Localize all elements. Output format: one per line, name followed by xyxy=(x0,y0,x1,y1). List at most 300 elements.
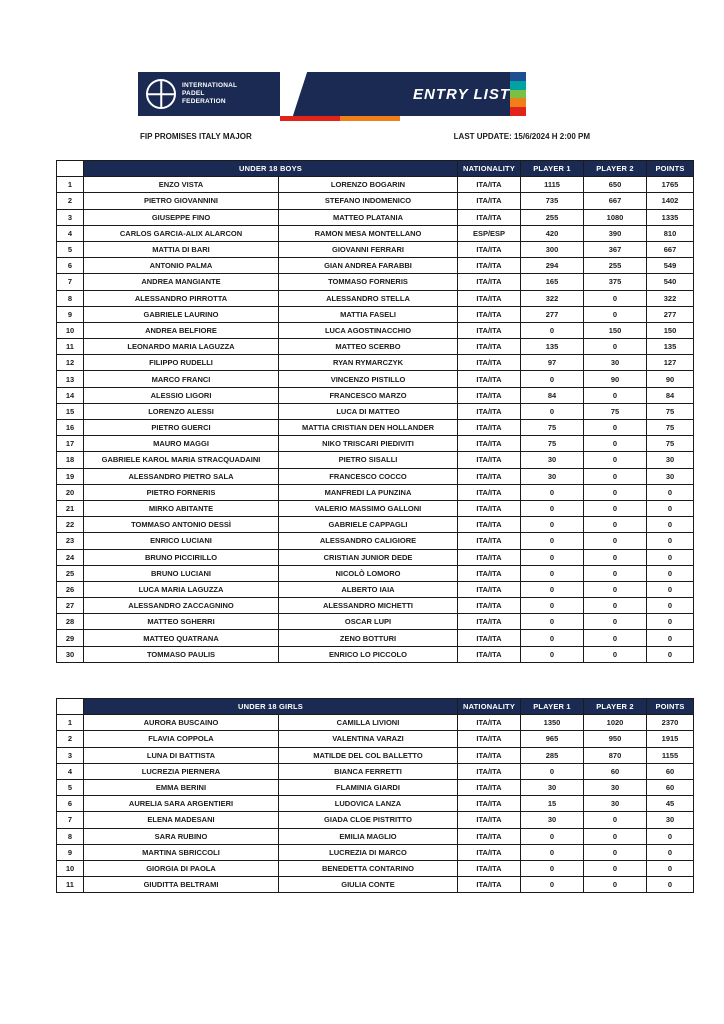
nationality-value: ITA/ITA xyxy=(458,877,521,893)
row-index: 26 xyxy=(57,581,84,597)
player1-points: 0 xyxy=(521,860,584,876)
total-points: 84 xyxy=(647,387,694,403)
player2-name: GIADA CLOE PISTRITTO xyxy=(279,812,458,828)
nationality-value: ITA/ITA xyxy=(458,844,521,860)
total-points: 30 xyxy=(647,812,694,828)
player1-points: 0 xyxy=(521,844,584,860)
player1-points: 0 xyxy=(521,763,584,779)
player1-points: 0 xyxy=(521,549,584,565)
player2-name: GIAN ANDREA FARABBI xyxy=(279,258,458,274)
player1-name: ALESSIO LIGORI xyxy=(84,387,279,403)
player2-points: 367 xyxy=(584,241,647,257)
total-points: 75 xyxy=(647,436,694,452)
player1-name: ALESSANDRO PIETRO SALA xyxy=(84,468,279,484)
total-points: 60 xyxy=(647,763,694,779)
total-points: 75 xyxy=(647,420,694,436)
total-points: 90 xyxy=(647,371,694,387)
player2-name: LORENZO BOGARIN xyxy=(279,177,458,193)
player2-points: 0 xyxy=(584,860,647,876)
federation-name xyxy=(182,82,237,106)
table-row xyxy=(57,339,694,355)
row-index: 10 xyxy=(57,860,84,876)
nationality-value: ITA/ITA xyxy=(458,484,521,500)
header-banner xyxy=(138,72,526,116)
nationality-value: ITA/ITA xyxy=(458,731,521,747)
total-points: 1155 xyxy=(647,747,694,763)
player1-name: ANTONIO PALMA xyxy=(84,258,279,274)
nationality-value: ITA/ITA xyxy=(458,763,521,779)
player2-name: OSCAR LUPI xyxy=(279,614,458,630)
total-points: 0 xyxy=(647,844,694,860)
player2-name: STEFANO INDOMENICO xyxy=(279,193,458,209)
total-points: 0 xyxy=(647,630,694,646)
total-points: 549 xyxy=(647,258,694,274)
total-points: 30 xyxy=(647,468,694,484)
total-points: 1765 xyxy=(647,177,694,193)
player1-name: LUCREZIA PIERNERA xyxy=(84,763,279,779)
header-underline-stripes xyxy=(138,116,526,121)
total-points: 0 xyxy=(647,828,694,844)
nationality-value: ITA/ITA xyxy=(458,339,521,355)
player1-points: 0 xyxy=(521,646,584,662)
row-index: 1 xyxy=(57,177,84,193)
player1-points: 255 xyxy=(521,209,584,225)
player1-points: 735 xyxy=(521,193,584,209)
total-points: 0 xyxy=(647,500,694,516)
total-points: 810 xyxy=(647,225,694,241)
row-index: 23 xyxy=(57,533,84,549)
player2-name: MATILDE DEL COL BALLETTO xyxy=(279,747,458,763)
row-index: 13 xyxy=(57,371,84,387)
row-index: 17 xyxy=(57,436,84,452)
index-header xyxy=(57,161,84,177)
player2-points: 0 xyxy=(584,306,647,322)
banner-skew-shape xyxy=(280,72,307,116)
boys-table-body xyxy=(57,177,694,663)
player2-points: 150 xyxy=(584,322,647,338)
nationality-value: ITA/ITA xyxy=(458,403,521,419)
row-index: 20 xyxy=(57,484,84,500)
player1-name: CARLOS GARCIA-ALIX ALARCON xyxy=(84,225,279,241)
total-points: 667 xyxy=(647,241,694,257)
player1-name: ALESSANDRO ZACCAGNINO xyxy=(84,598,279,614)
table-row xyxy=(57,860,694,876)
index-header xyxy=(57,699,84,715)
player1-header: PLAYER 1 xyxy=(521,699,584,715)
points-header: POINTS xyxy=(647,699,694,715)
nationality-value: ITA/ITA xyxy=(458,274,521,290)
player2-points: 75 xyxy=(584,403,647,419)
row-index: 6 xyxy=(57,258,84,274)
player1-points: 0 xyxy=(521,565,584,581)
player1-name: ENZO VISTA xyxy=(84,177,279,193)
federation-line-3: FEDERATION xyxy=(182,98,226,105)
row-index: 11 xyxy=(57,877,84,893)
player1-points: 135 xyxy=(521,339,584,355)
player1-name: TOMMASO ANTONIO DESSÌ xyxy=(84,517,279,533)
player2-name: LUCREZIA DI MARCO xyxy=(279,844,458,860)
player1-name: GABRIELE KAROL MARIA STRACQUADAINI xyxy=(84,452,279,468)
total-points: 0 xyxy=(647,646,694,662)
table-row xyxy=(57,517,694,533)
player1-name: TOMMASO PAULIS xyxy=(84,646,279,662)
table-row xyxy=(57,614,694,630)
player2-name: RYAN RYMARCZYK xyxy=(279,355,458,371)
nationality-value: ITA/ITA xyxy=(458,355,521,371)
player2-points: 0 xyxy=(584,420,647,436)
table-row xyxy=(57,731,694,747)
total-points: 2370 xyxy=(647,715,694,731)
player1-points: 97 xyxy=(521,355,584,371)
player2-header: PLAYER 2 xyxy=(584,699,647,715)
table-row xyxy=(57,322,694,338)
player2-points: 0 xyxy=(584,614,647,630)
table-header-row xyxy=(57,161,694,177)
player1-name: PIETRO FORNERIS xyxy=(84,484,279,500)
nationality-header: NATIONALITY xyxy=(458,161,521,177)
federation-line-2: PADEL xyxy=(182,90,205,97)
player2-points: 0 xyxy=(584,436,647,452)
total-points: 0 xyxy=(647,517,694,533)
under-18-boys-table xyxy=(56,160,694,663)
player2-name: ZENO BOTTURI xyxy=(279,630,458,646)
row-index: 19 xyxy=(57,468,84,484)
player1-points: 15 xyxy=(521,796,584,812)
player1-name: GIUDITTA BELTRAMI xyxy=(84,877,279,893)
player2-name: VALERIO MASSIMO GALLONI xyxy=(279,500,458,516)
nationality-value: ITA/ITA xyxy=(458,533,521,549)
nationality-header: NATIONALITY xyxy=(458,699,521,715)
under-18-girls-table xyxy=(56,698,694,893)
row-index: 9 xyxy=(57,844,84,860)
table-row xyxy=(57,581,694,597)
player2-name: ALESSANDRO MICHETTI xyxy=(279,598,458,614)
row-index: 15 xyxy=(57,403,84,419)
player1-points: 0 xyxy=(521,517,584,533)
row-index: 2 xyxy=(57,731,84,747)
table-row xyxy=(57,306,694,322)
player1-header: PLAYER 1 xyxy=(521,161,584,177)
girls-table-body xyxy=(57,715,694,893)
category-title-boys: UNDER 18 BOYS xyxy=(84,161,458,177)
nationality-value: ITA/ITA xyxy=(458,177,521,193)
player2-name: MATTEO PLATANIA xyxy=(279,209,458,225)
player1-points: 0 xyxy=(521,403,584,419)
player2-points: 60 xyxy=(584,763,647,779)
player1-points: 84 xyxy=(521,387,584,403)
federation-logo-block xyxy=(138,72,280,116)
player2-points: 0 xyxy=(584,290,647,306)
player1-name: BRUNO PICCIRILLO xyxy=(84,549,279,565)
player1-points: 0 xyxy=(521,614,584,630)
player1-points: 1115 xyxy=(521,177,584,193)
player2-points: 0 xyxy=(584,517,647,533)
player2-points: 1020 xyxy=(584,715,647,731)
player2-points: 0 xyxy=(584,812,647,828)
player2-points: 0 xyxy=(584,468,647,484)
total-points: 30 xyxy=(647,452,694,468)
player2-name: LUDOVICA LANZA xyxy=(279,796,458,812)
player2-points: 667 xyxy=(584,193,647,209)
row-index: 10 xyxy=(57,322,84,338)
row-index: 18 xyxy=(57,452,84,468)
player1-points: 1350 xyxy=(521,715,584,731)
player1-name: GABRIELE LAURINO xyxy=(84,306,279,322)
nationality-value: ITA/ITA xyxy=(458,565,521,581)
player2-name: MATTIA CRISTIAN DEN HOLLANDER xyxy=(279,420,458,436)
player2-name: TOMMASO FORNERIS xyxy=(279,274,458,290)
nationality-value: ITA/ITA xyxy=(458,614,521,630)
player1-points: 0 xyxy=(521,371,584,387)
row-index: 28 xyxy=(57,614,84,630)
row-index: 1 xyxy=(57,715,84,731)
player2-points: 1080 xyxy=(584,209,647,225)
player2-points: 870 xyxy=(584,747,647,763)
tournament-name: FIP PROMISES ITALY MAJOR xyxy=(140,132,252,141)
table-row xyxy=(57,565,694,581)
table-row xyxy=(57,468,694,484)
table-row xyxy=(57,209,694,225)
row-index: 14 xyxy=(57,387,84,403)
player1-name: GIUSEPPE FINO xyxy=(84,209,279,225)
player1-name: AURORA BUSCAINO xyxy=(84,715,279,731)
nationality-value: ITA/ITA xyxy=(458,209,521,225)
table-row xyxy=(57,387,694,403)
nationality-value: ITA/ITA xyxy=(458,371,521,387)
total-points: 540 xyxy=(647,274,694,290)
table-row xyxy=(57,796,694,812)
player2-points: 0 xyxy=(584,598,647,614)
nationality-value: ITA/ITA xyxy=(458,549,521,565)
player1-points: 300 xyxy=(521,241,584,257)
table-row xyxy=(57,828,694,844)
table-row xyxy=(57,763,694,779)
points-header: POINTS xyxy=(647,161,694,177)
total-points: 45 xyxy=(647,796,694,812)
nationality-value: ITA/ITA xyxy=(458,715,521,731)
player2-name: VALENTINA VARAZI xyxy=(279,731,458,747)
total-points: 127 xyxy=(647,355,694,371)
table-row xyxy=(57,452,694,468)
table-row xyxy=(57,258,694,274)
player1-points: 0 xyxy=(521,630,584,646)
total-points: 277 xyxy=(647,306,694,322)
row-index: 29 xyxy=(57,630,84,646)
player2-name: ALBERTO IAIA xyxy=(279,581,458,597)
player1-name: FILIPPO RUDELLI xyxy=(84,355,279,371)
table-row xyxy=(57,225,694,241)
player1-name: MARTINA SBRICCOLI xyxy=(84,844,279,860)
table-row xyxy=(57,630,694,646)
total-points: 75 xyxy=(647,403,694,419)
player2-name: CAMILLA LIVIONI xyxy=(279,715,458,731)
row-index: 5 xyxy=(57,241,84,257)
player1-name: PIETRO GUERCI xyxy=(84,420,279,436)
player1-points: 277 xyxy=(521,306,584,322)
table-header-row xyxy=(57,699,694,715)
table-row xyxy=(57,646,694,662)
nationality-value: ITA/ITA xyxy=(458,468,521,484)
table-row xyxy=(57,355,694,371)
total-points: 150 xyxy=(647,322,694,338)
globe-icon xyxy=(146,79,176,109)
nationality-value: ITA/ITA xyxy=(458,796,521,812)
player2-header: PLAYER 2 xyxy=(584,161,647,177)
player1-points: 294 xyxy=(521,258,584,274)
player2-points: 0 xyxy=(584,452,647,468)
player2-points: 0 xyxy=(584,581,647,597)
player2-points: 0 xyxy=(584,549,647,565)
table-row xyxy=(57,779,694,795)
document-meta xyxy=(140,132,590,141)
row-index: 12 xyxy=(57,355,84,371)
player2-name: GIOVANNI FERRARI xyxy=(279,241,458,257)
row-index: 8 xyxy=(57,290,84,306)
player1-name: ELENA MADESANI xyxy=(84,812,279,828)
nationality-value: ITA/ITA xyxy=(458,452,521,468)
player2-points: 0 xyxy=(584,565,647,581)
nationality-value: ESP/ESP xyxy=(458,225,521,241)
total-points: 0 xyxy=(647,533,694,549)
player1-name: MATTIA DI BARI xyxy=(84,241,279,257)
player2-name: BIANCA FERRETTI xyxy=(279,763,458,779)
player2-name: CRISTIAN JUNIOR DEDE xyxy=(279,549,458,565)
total-points: 1402 xyxy=(647,193,694,209)
player2-points: 30 xyxy=(584,796,647,812)
total-points: 0 xyxy=(647,614,694,630)
player1-points: 0 xyxy=(521,581,584,597)
player2-name: MANFREDI LA PUNZINA xyxy=(279,484,458,500)
player2-points: 0 xyxy=(584,387,647,403)
player1-points: 30 xyxy=(521,468,584,484)
total-points: 0 xyxy=(647,549,694,565)
player1-name: LEONARDO MARIA LAGUZZA xyxy=(84,339,279,355)
total-points: 0 xyxy=(647,565,694,581)
player2-points: 390 xyxy=(584,225,647,241)
table-row xyxy=(57,274,694,290)
table-row xyxy=(57,420,694,436)
player2-points: 650 xyxy=(584,177,647,193)
nationality-value: ITA/ITA xyxy=(458,860,521,876)
player2-points: 375 xyxy=(584,274,647,290)
nationality-value: ITA/ITA xyxy=(458,258,521,274)
table-row xyxy=(57,177,694,193)
table-row xyxy=(57,403,694,419)
player1-points: 75 xyxy=(521,436,584,452)
row-index: 2 xyxy=(57,193,84,209)
table-row xyxy=(57,598,694,614)
player1-name: MIRKO ABITANTE xyxy=(84,500,279,516)
player1-name: FLAVIA COPPOLA xyxy=(84,731,279,747)
player2-name: BENEDETTA CONTARINO xyxy=(279,860,458,876)
player2-name: VINCENZO PISTILLO xyxy=(279,371,458,387)
nationality-value: ITA/ITA xyxy=(458,306,521,322)
player1-points: 75 xyxy=(521,420,584,436)
player2-name: EMILIA MAGLIO xyxy=(279,828,458,844)
player2-points: 0 xyxy=(584,877,647,893)
row-index: 24 xyxy=(57,549,84,565)
table-row xyxy=(57,371,694,387)
row-index: 4 xyxy=(57,225,84,241)
row-index: 16 xyxy=(57,420,84,436)
table-row xyxy=(57,193,694,209)
player2-points: 90 xyxy=(584,371,647,387)
nationality-value: ITA/ITA xyxy=(458,646,521,662)
table-row xyxy=(57,715,694,731)
player1-points: 965 xyxy=(521,731,584,747)
entry-list-title: ENTRY LIST xyxy=(413,85,510,103)
total-points: 0 xyxy=(647,484,694,500)
player2-name: MATTEO SCERBO xyxy=(279,339,458,355)
player1-name: LUCA MARIA LAGUZZA xyxy=(84,581,279,597)
player1-name: BRUNO LUCIANI xyxy=(84,565,279,581)
entry-list-title-block xyxy=(280,72,526,116)
total-points: 0 xyxy=(647,598,694,614)
row-index: 3 xyxy=(57,747,84,763)
row-index: 4 xyxy=(57,763,84,779)
player2-name: NICOLÒ LOMORO xyxy=(279,565,458,581)
row-index: 7 xyxy=(57,812,84,828)
player1-name: ANDREA BELFIORE xyxy=(84,322,279,338)
player2-points: 0 xyxy=(584,339,647,355)
row-index: 11 xyxy=(57,339,84,355)
total-points: 1915 xyxy=(647,731,694,747)
total-points: 60 xyxy=(647,779,694,795)
player1-points: 0 xyxy=(521,533,584,549)
nationality-value: ITA/ITA xyxy=(458,747,521,763)
player2-name: FLAMINIA GIARDI xyxy=(279,779,458,795)
row-index: 27 xyxy=(57,598,84,614)
row-index: 6 xyxy=(57,796,84,812)
player1-points: 0 xyxy=(521,484,584,500)
category-title-girls: UNDER 18 GIRLS xyxy=(84,699,458,715)
nationality-value: ITA/ITA xyxy=(458,193,521,209)
player2-points: 0 xyxy=(584,646,647,662)
nationality-value: ITA/ITA xyxy=(458,630,521,646)
row-index: 9 xyxy=(57,306,84,322)
player1-points: 30 xyxy=(521,779,584,795)
table-row xyxy=(57,500,694,516)
player1-points: 30 xyxy=(521,812,584,828)
player1-name: MAURO MAGGI xyxy=(84,436,279,452)
player1-name: PIETRO GIOVANNINI xyxy=(84,193,279,209)
player2-name: FRANCESCO MARZO xyxy=(279,387,458,403)
player1-points: 165 xyxy=(521,274,584,290)
table-row xyxy=(57,549,694,565)
player1-name: MATTEO SGHERRI xyxy=(84,614,279,630)
last-update: LAST UPDATE: 15/6/2024 H 2:00 PM xyxy=(453,132,590,141)
player1-points: 0 xyxy=(521,877,584,893)
player1-points: 322 xyxy=(521,290,584,306)
total-points: 322 xyxy=(647,290,694,306)
player2-name: NIKO TRISCARI PIEDIVITI xyxy=(279,436,458,452)
nationality-value: ITA/ITA xyxy=(458,812,521,828)
total-points: 0 xyxy=(647,877,694,893)
table-row xyxy=(57,436,694,452)
row-index: 25 xyxy=(57,565,84,581)
player2-name: MATTIA FASELI xyxy=(279,306,458,322)
table-row xyxy=(57,877,694,893)
row-index: 30 xyxy=(57,646,84,662)
player2-points: 0 xyxy=(584,484,647,500)
player1-points: 285 xyxy=(521,747,584,763)
player1-name: AURELIA SARA ARGENTIERI xyxy=(84,796,279,812)
row-index: 22 xyxy=(57,517,84,533)
table-row xyxy=(57,747,694,763)
nationality-value: ITA/ITA xyxy=(458,387,521,403)
total-points: 0 xyxy=(647,581,694,597)
nationality-value: ITA/ITA xyxy=(458,828,521,844)
